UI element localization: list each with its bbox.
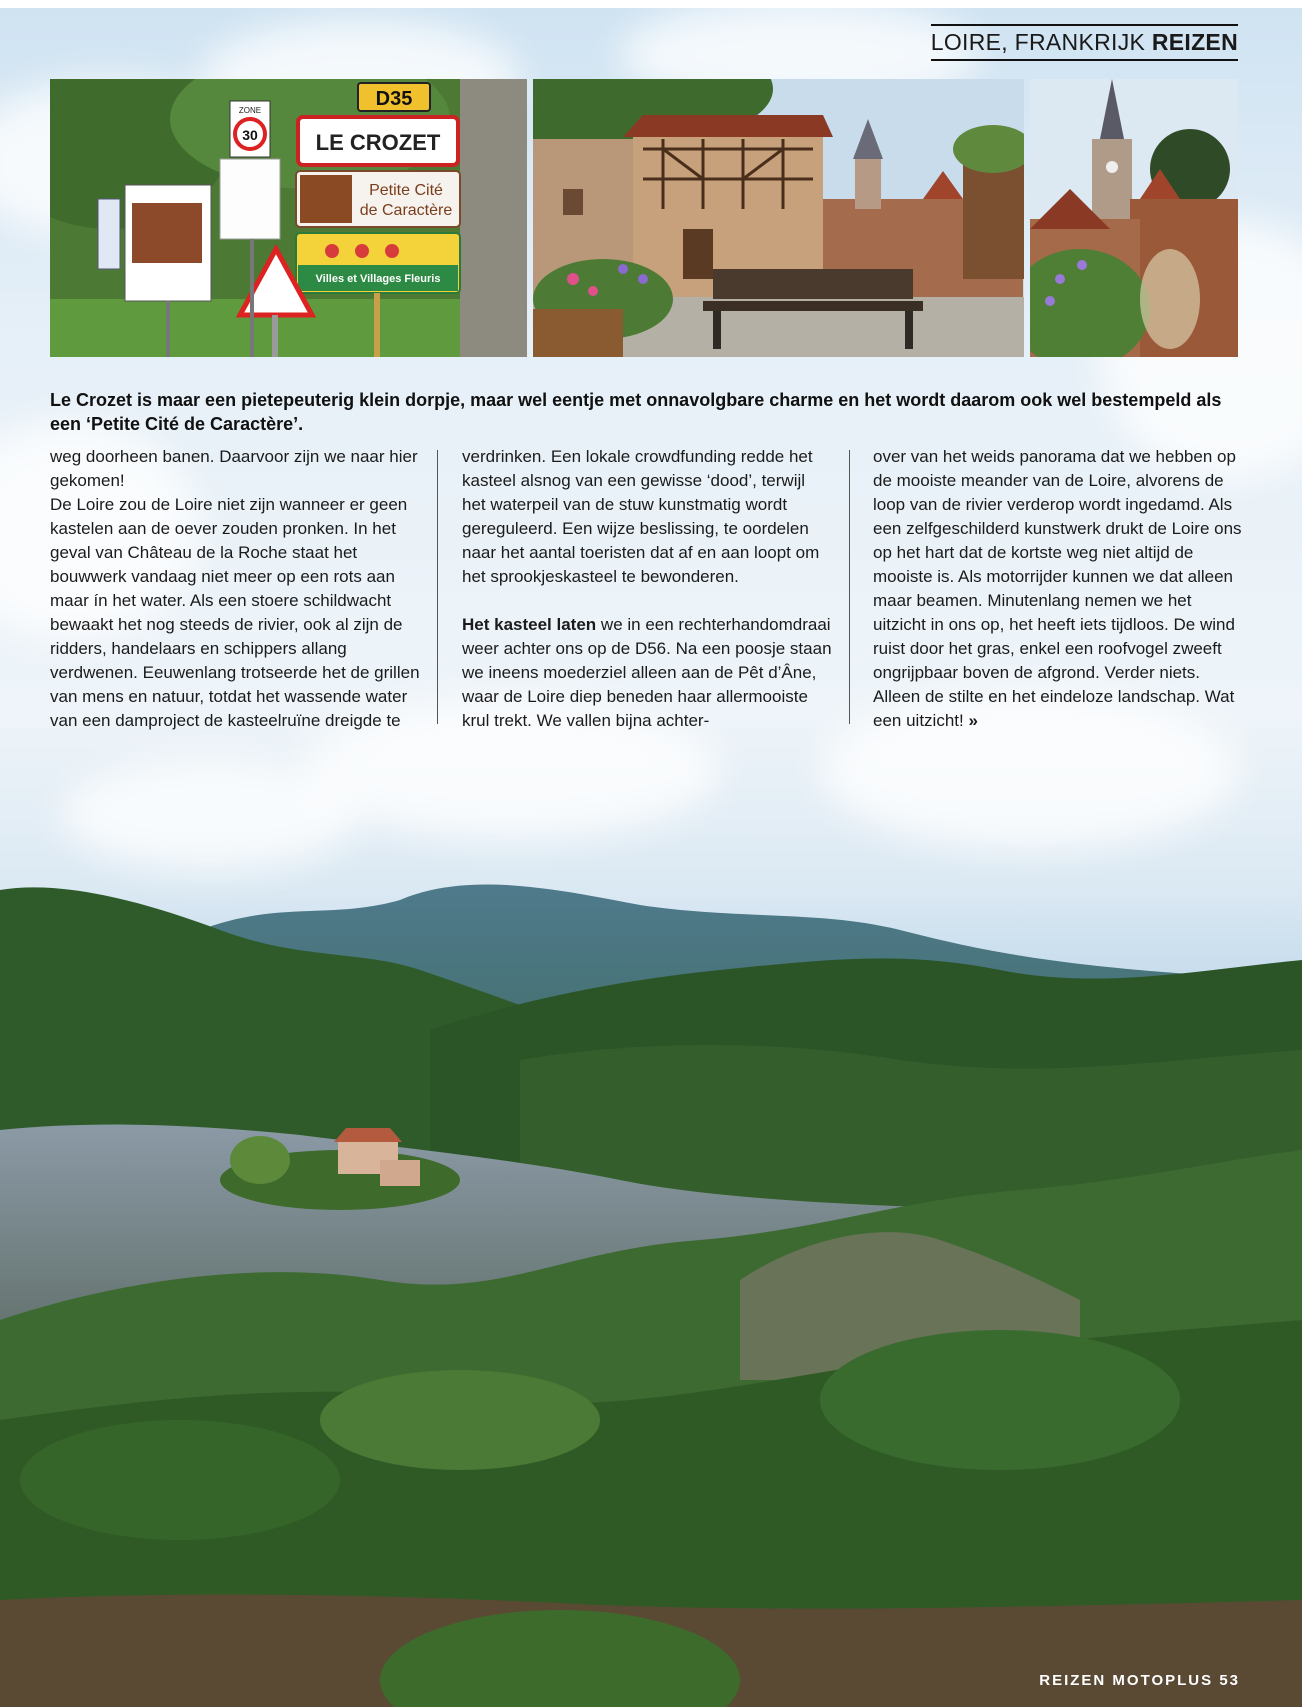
photo-village-signs [50, 79, 527, 357]
speed-limit-text: 30 [242, 127, 258, 143]
footer-text: REIZEN MOTOPLUS [1039, 1672, 1214, 1689]
paragraph-lead-in: Het kasteel laten [462, 615, 597, 634]
column2-paragraph2 [462, 613, 832, 733]
top-border [0, 0, 1302, 8]
photo-village-square [533, 79, 1024, 357]
article-column-1 [50, 445, 420, 733]
photo-loire-landscape [0, 860, 1302, 1707]
section-location: LOIRE, FRANKRIJK [930, 29, 1146, 55]
article-column-2 [462, 445, 832, 733]
page-number: 53 [1219, 1672, 1240, 1689]
column-divider-2 [849, 450, 850, 724]
town-sign-text: LE CROZET [315, 130, 441, 155]
column1-paragraph2: De Loire zou de Loire niet zijn wanneer er geen kastelen aan de oever zouden pronken. In het geval van Château de la Roche staat het bouwwerk vandaag niet meer op een rots aan maar ín het water. Als een stoere schildwacht bewaakt het nog steeds de rivier, ook al zijn de ridders, handelaars en schippers allang verdwenen. Eeuwenlang trotseerde het de grillen van mens en natuur, totdat het wassende water van een damproject de kasteelruïne dreigde te [50, 495, 420, 730]
column2-paragraph1: verdrinken. Een lokale crowdfunding redde het kasteel alsnog van een gewisse ‘dood’, terwijl het waterpeil van de stuw kunstmatig wordt gereguleerd. Een wijze beslissing, te oordelen naar het aantal toeristen dat af en aan loopt om het sprookjeskasteel te bewonderen. [462, 447, 820, 586]
road-sign-text: D35 [375, 88, 413, 110]
page-footer [1039, 1672, 1240, 1689]
column1-paragraph1: weg doorheen banen. Daarvoor zijn we naar hier gekomen! [50, 447, 418, 490]
photo-caption: Le Crozet is maar een pietepeuterig klein dorpje, maar wel eentje met onnavolgbare charme en het wordt daarom ook wel bestempeld als een ‘Petite Cité de Caractère’. [50, 390, 1222, 434]
petite-cite-line1: Petite Cité [369, 182, 443, 199]
photo-church-tower [1030, 79, 1238, 357]
column-divider-1 [437, 450, 438, 724]
column2-paragraph2-text: we in een rechterhandomdraai weer achter ons op de D56. Na een poosje staan we ineens moederziel alleen aan de Pêt d’Âne, waar de Loire diep beneden haar allermooiste krul trekt. We vallen bijna achter- [462, 615, 832, 730]
villages-fleuris-text: Villes et Villages Fleuris [315, 273, 441, 285]
section-header [931, 24, 1238, 61]
section-category: REIZEN [1151, 29, 1238, 55]
column3-paragraph1 [873, 445, 1243, 733]
petite-cite-line2: de Caractère [359, 202, 453, 219]
zone-sign-text: ZONE [238, 106, 262, 115]
continue-arrow-icon: » [968, 711, 978, 730]
article-column-3 [873, 445, 1243, 733]
column3-paragraph1-text: over van het weids panorama dat we hebben op de mooiste meander van de Loire, alvorens de loop van de rivier verderop wordt ingedamd. Als een zelfgeschilderd kunstwerk drukt de Loire ons op het hart dat de kortste weg niet altijd de mooiste is. Als motorrijder kunnen we dat alleen maar beamen. Minutenlang nemen we het uitzicht in ons op, het heeft iets tijdloos. De wind ruist door het gras, enkel een roofvogel zweeft ongrijpbaar boven de afgrond. Verder niets. Alleen de stilte en het eindeloze landschap. Wat een uitzicht! [873, 447, 1242, 730]
